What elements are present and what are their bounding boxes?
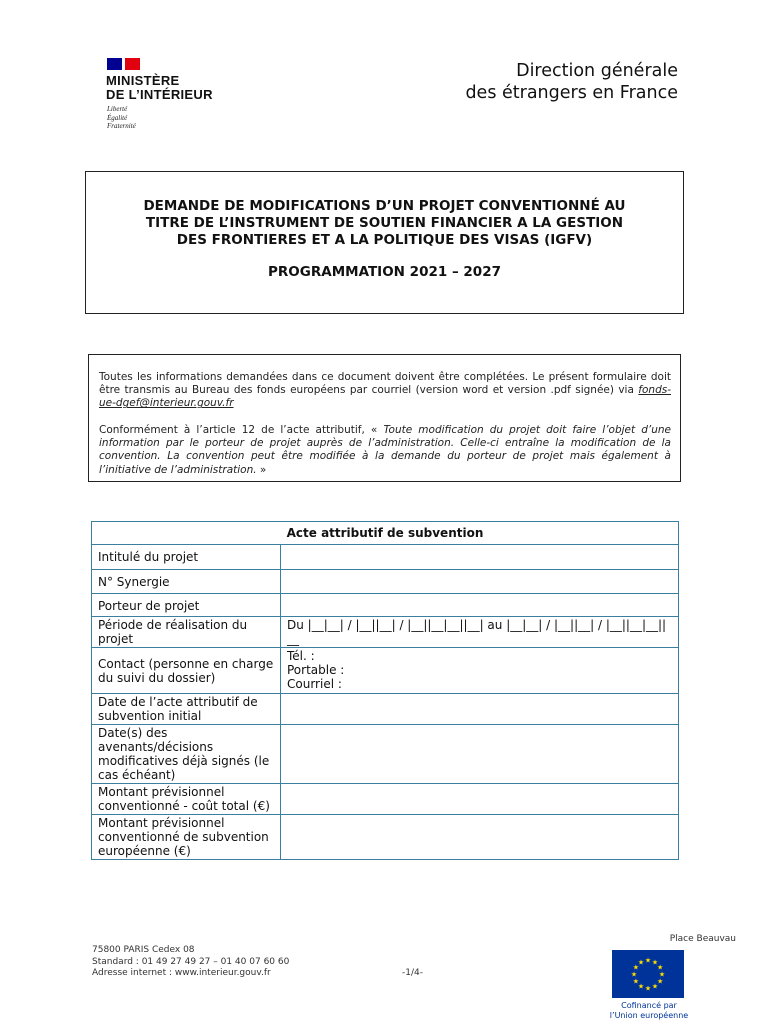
table-row: [92, 617, 679, 648]
contact-mobile-label: Portable :: [287, 663, 345, 677]
article-12-paragraph: [99, 424, 671, 477]
initial-act-date-field[interactable]: [281, 694, 679, 725]
article-12-quote: Toute modification du projet doit faire l’objet d’une information par le porteur de projet auprès de l’administration. Celle-ci entraîne la modification de la convention. La convention peut être modifiée à la demande du porteur de projet mais également à l’initiative de l’administration.: [99, 424, 671, 476]
table-row: [92, 815, 679, 860]
form-title-line1: DEMANDE DE MODIFICATIONS D’UN PROJET CONVENTIONNÉ AU: [143, 198, 626, 214]
ministry-name-line1: MINISTÈRE: [106, 73, 180, 88]
period-field[interactable]: Du |__|__| / |__||__| / |__||__|__||__| au |__|__| / |__||__| / |__||__|__||__: [281, 617, 679, 648]
motto-egalite: Égalité: [107, 113, 128, 122]
direction-line1: Direction générale: [516, 61, 678, 81]
form-title-line2: TITRE DE L’INSTRUMENT DE SOUTIEN FINANCIER A LA GESTION: [145, 215, 624, 231]
eu-flag-icon: [612, 950, 684, 998]
email-link[interactable]: fonds-ue-dgef@interieur.gouv.fr: [99, 384, 671, 410]
total-cost-field[interactable]: [281, 784, 679, 815]
eu-star-icon: ★: [658, 970, 666, 979]
row-label-periode: Période de réalisation du projet: [92, 617, 281, 648]
table-row: [92, 725, 679, 784]
eu-star-icon: ★: [630, 970, 638, 979]
contact-field[interactable]: [281, 648, 679, 694]
eu-star-icon: ★: [632, 977, 640, 986]
eu-star-icon: ★: [637, 958, 645, 967]
article-12-intro: Conformément à l’article 12 de l’acte attributif, «: [99, 424, 384, 436]
footer-address: [92, 945, 289, 980]
eu-stars-icon: [612, 950, 684, 998]
synergie-number-field[interactable]: [281, 570, 679, 594]
table-header: Acte attributif de subvention: [92, 522, 679, 545]
eu-caption-line1: Cofinancé par: [621, 1001, 677, 1010]
direction-title: [465, 60, 678, 104]
republic-motto: [107, 105, 136, 131]
eu-star-icon: ★: [651, 958, 659, 967]
contact-phone-label: Tél. :: [287, 649, 315, 663]
motto-liberte: Liberté: [107, 105, 128, 113]
table-row: [92, 648, 679, 694]
contact-email-label: Courriel :: [287, 677, 342, 691]
row-label-cout-total: Montant prévisionnel conventionné - coût total (€): [92, 784, 281, 815]
instructions-box: [88, 354, 681, 482]
form-title: [96, 198, 673, 249]
form-title-line3: DES FRONTIERES ET A LA POLITIQUE DES VISAS (IGFV): [176, 232, 593, 248]
instructions-text: Toutes les informations demandées dans ce document doivent être complétées. Le présent formulaire doit être transmis au Bureau des fonds européens par courriel (version word et version .pdf signée) via: [99, 371, 671, 397]
table-row: [92, 545, 679, 570]
eu-star-icon: ★: [632, 963, 640, 972]
form-title-box: [85, 171, 684, 314]
eu-cofinancing-caption: [604, 1001, 694, 1020]
instructions-paragraph: [99, 371, 671, 411]
programmation-title: PROGRAMMATION 2021 – 2027: [268, 264, 501, 280]
row-label-subvention-eu: Montant prévisionnel conventionné de subvention européenne (€): [92, 815, 281, 860]
article-12-end: »: [256, 463, 267, 476]
eu-star-icon: ★: [644, 984, 652, 993]
eu-star-icon: ★: [637, 982, 645, 991]
ministry-name-line2: DE L’INTÉRIEUR: [106, 87, 213, 102]
project-title-field[interactable]: [281, 545, 679, 570]
direction-line2: des étrangers en France: [465, 83, 678, 103]
table-row: [92, 570, 679, 594]
table-row: [92, 694, 679, 725]
eu-star-icon: ★: [656, 963, 664, 972]
eu-caption-line2: l’Union européenne: [609, 1010, 689, 1020]
ministry-name: [106, 74, 213, 102]
row-label-contact: Contact (personne en charge du suivi du dossier): [92, 648, 281, 694]
table-header-row: [92, 522, 679, 545]
row-label-intitule: Intitulé du projet: [92, 545, 281, 570]
row-label-date-acte: Date de l’acte attributif de subvention initial: [92, 694, 281, 725]
republic-flag-logo: [107, 58, 140, 70]
motto-fraternite: Fraternité: [107, 122, 136, 130]
footer-address-line3: Adresse internet : www.interieur.gouv.fr: [92, 968, 271, 978]
table-row: [92, 594, 679, 617]
eu-star-icon: ★: [644, 956, 652, 965]
subsidy-act-table: [91, 521, 679, 860]
eu-star-icon: ★: [656, 977, 664, 986]
row-label-avenants: Date(s) des avenants/décisions modificatives déjà signés (le cas échéant): [92, 725, 281, 784]
footer-address-line2: Standard : 01 49 27 49 27 – 01 40 07 60 60: [92, 956, 290, 967]
eu-subsidy-field[interactable]: [281, 815, 679, 860]
row-label-porteur: Porteur de projet: [92, 594, 281, 617]
place-beauvau: Place Beauvau: [669, 934, 736, 944]
project-holder-field[interactable]: [281, 594, 679, 617]
table-row: [92, 784, 679, 815]
footer-address-line1: 75800 PARIS Cedex 08: [92, 945, 195, 955]
row-label-synergie: N° Synergie: [92, 570, 281, 594]
amendments-date-field[interactable]: [281, 725, 679, 784]
page-number: -1/4-: [402, 968, 423, 978]
eu-star-icon: ★: [651, 982, 659, 991]
